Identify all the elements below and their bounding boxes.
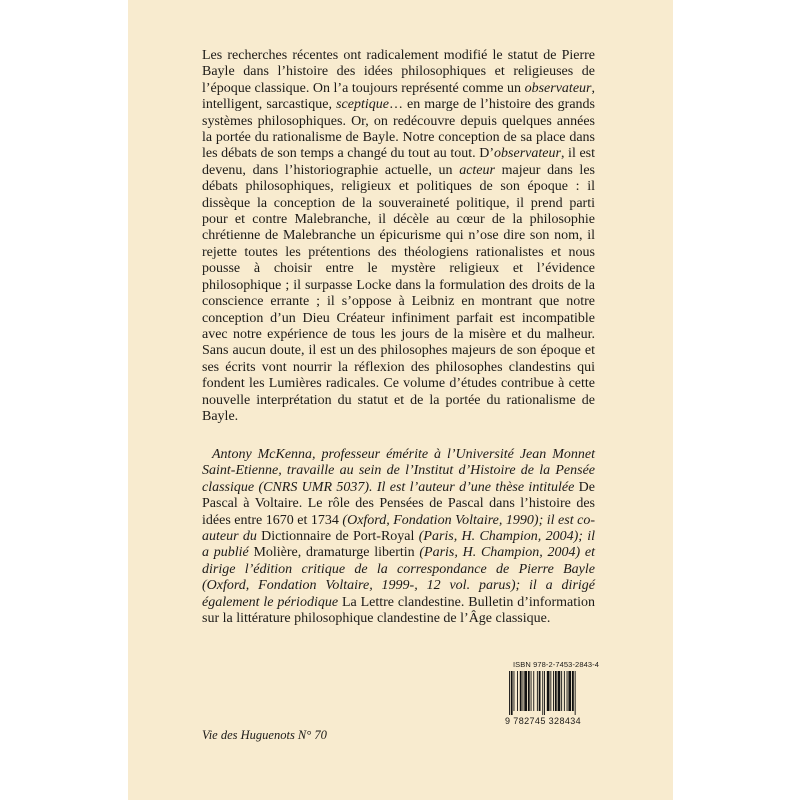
abstract-text-5: majeur dans les débats philosophiques, religieux et politiques de son époque : il dissèque la conception de la souveraineté politique, il prend parti pour et contre Malebranche, il décèle au cœur de la philosophie chrétienne de Malebranche un épicurisme qui n’ose dire son nom, il rejette toutes les prétentions des théologiens rationalistes et nous pousse à choisir entre le mystère religieux et l’évidence philosophique ; il surpasse Locke dans la formulation des droits de la conscience errante ; il s’oppose à Leibniz en montrant que notre conception d’un Dieu Créateur infiniment parfait est incompatible avec notre expérience de tous les jours de la misère et du malheur. Sans aucun doute, il est un des philosophes majeurs de son époque et ses écrits vont nourrir la réflexion des philosophes clandestins qui fondent les Lumières radicales. Ce volume d’études contribue à cette nouvelle interprétation du statut et de la portée du rationalisme de Bayle. xyxy=(202,162,595,424)
isbn-label: ISBN 978-2-7453-2843-4 xyxy=(513,660,600,669)
author-bio-paragraph xyxy=(202,447,595,627)
bio-italic-3: (Paris, H. Champion, 2004); il a publié xyxy=(202,529,595,561)
abstract-emphasis-3: observateur xyxy=(494,146,561,162)
bio-roman-4: La Lettre clandestine. Bulletin d’information sur la littérature philosophique clandestine de l’Âge classique. xyxy=(202,594,595,627)
abstract-text-2: , intelligent, sarcastique, xyxy=(202,80,595,113)
bio-roman-3: Molière, dramaturge libertin xyxy=(253,545,415,561)
barcode-image xyxy=(505,671,595,715)
abstract-text-3: … en marge de l’histoire des grands systèmes philosophiques. Or, on redécouvre depuis quelques années la portée du rationalisme de Bayle. Notre conception de sa place dans les débats de son temps a changé du tout au tout. D’ xyxy=(202,97,595,162)
barcode-digits: 9 782745 328434 xyxy=(505,716,582,726)
barcode-block xyxy=(505,660,600,726)
bio-italic-2: (Oxford, Fondation Voltaire, 1990); il est co-auteur du xyxy=(202,512,595,545)
bio-roman-1: De Pascal à Voltaire. Le rôle des Pensées de Pascal dans l’histoire des idées entre 1670 et 1734 xyxy=(202,479,595,528)
abstract-text-4: , il est devenu, dans l’historiographie actuelle, un xyxy=(202,146,595,178)
abstract-emphasis-1: observateur xyxy=(524,80,592,96)
bio-italic-1: Antony McKenna, professeur émérite à l’Université Jean Monnet Saint-Etienne, travaille au sein de l’Institut d’Histoire de la Pensée classique (CNRS UMR 5037). Il est l’auteur d’une thèse intitulée xyxy=(202,447,595,495)
abstract-emphasis-4: acteur xyxy=(459,162,495,178)
series-label: Vie des Huguenots N° 70 xyxy=(202,728,327,742)
abstract-text-1: Les recherches récentes ont radicalement modifié le statut de Pierre Bayle dans l’histoire des idées philosophiques et religieuses de l’époque classique. On l’a toujours représenté comme un xyxy=(202,48,595,96)
bio-roman-2: Dictionnaire de Port-Royal xyxy=(261,529,415,545)
abstract-emphasis-2: sceptique xyxy=(336,97,389,113)
abstract-paragraph xyxy=(202,48,595,425)
bio-italic-4: (Paris, H. Champion, 2004) et dirige l’édition critique de la correspondance de Pierre Bayle (Oxford, Fondation Voltaire, 1999-, 12 vol. parus); il a dirigé également le périodique xyxy=(202,545,595,610)
